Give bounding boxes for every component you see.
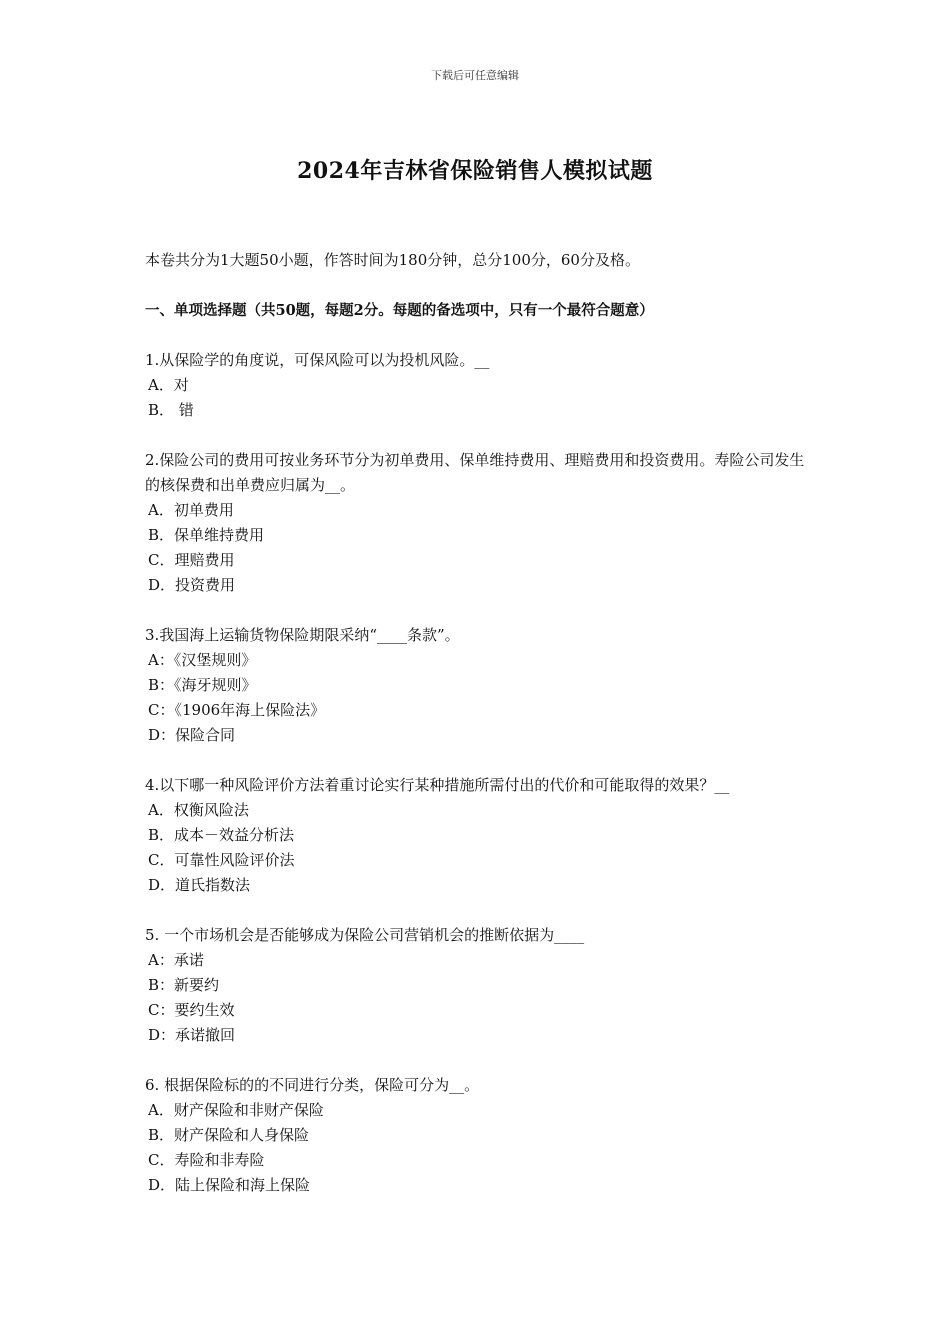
option-b: B．成本－效益分析法 bbox=[148, 826, 295, 844]
option-d: D：保险合同 bbox=[148, 726, 236, 744]
option-b: B． 错 bbox=[148, 401, 194, 419]
option-b: B．财产保险和人身保险 bbox=[148, 1126, 310, 1144]
option-c: C．可靠性风险评价法 bbox=[148, 851, 295, 869]
question-2 bbox=[145, 448, 810, 598]
document-body bbox=[145, 248, 810, 1223]
option-d: D：承诺撤回 bbox=[148, 1026, 236, 1044]
question-1 bbox=[145, 348, 810, 423]
option-d: D．道氏指数法 bbox=[148, 876, 251, 894]
option-d: D．陆上保险和海上保险 bbox=[148, 1176, 311, 1194]
question-text: 6. 根据保险标的的不同进行分类，保险可分为__。 bbox=[145, 1076, 480, 1094]
option-b: B：新要约 bbox=[148, 976, 220, 994]
option-a: A．财产保险和非财产保险 bbox=[148, 1101, 324, 1119]
option-a: A．对 bbox=[148, 376, 189, 394]
option-a: A．权衡风险法 bbox=[148, 801, 249, 819]
option-a: A：承诺 bbox=[148, 951, 204, 969]
option-c: C．理赔费用 bbox=[148, 551, 235, 569]
option-a: A：《汉堡规则》 bbox=[148, 651, 257, 669]
question-6 bbox=[145, 1073, 810, 1198]
question-text: 4.以下哪一种风险评价方法着重讨论实行某种措施所需付出的代价和可能取得的效果？__ bbox=[145, 776, 730, 794]
question-text: 5. 一个市场机会是否能够成为保险公司营销机会的推断依据为____ bbox=[145, 926, 585, 944]
section-heading: 一、单项选择题（共50题，每题2分。每题的备选项中，只有一个最符合题意） bbox=[145, 302, 654, 319]
question-text: 1.从保险学的角度说，可保风险可以为投机风险。__ bbox=[145, 351, 490, 369]
option-a: A．初单费用 bbox=[148, 501, 234, 519]
option-b: B．保单维持费用 bbox=[148, 526, 265, 544]
exam-intro: 本卷共分为1大题50小题，作答时间为180分钟，总分100分，60分及格。 bbox=[145, 251, 640, 269]
question-4 bbox=[145, 773, 810, 898]
option-b: B：《海牙规则》 bbox=[148, 676, 257, 694]
question-text: 2.保险公司的费用可按业务环节分为初单费用、保单维持费用、理赔费用和投资费用。寿险公司发生的核保费和出单费应归属为__。 bbox=[145, 451, 805, 494]
option-c: C：《1906年海上保险法》 bbox=[148, 701, 326, 719]
option-c: C：要约生效 bbox=[148, 1001, 235, 1019]
option-c: C．寿险和非寿险 bbox=[148, 1151, 265, 1169]
page-title: 2024年吉林省保险销售人模拟试题 bbox=[297, 158, 653, 184]
option-d: D．投资费用 bbox=[148, 576, 236, 594]
question-text: 3.我国海上运输货物保险期限采纳“____条款”。 bbox=[145, 626, 460, 644]
question-5 bbox=[145, 923, 810, 1048]
question-3 bbox=[145, 623, 810, 748]
header-note: 下载后可任意编辑 bbox=[431, 69, 519, 82]
